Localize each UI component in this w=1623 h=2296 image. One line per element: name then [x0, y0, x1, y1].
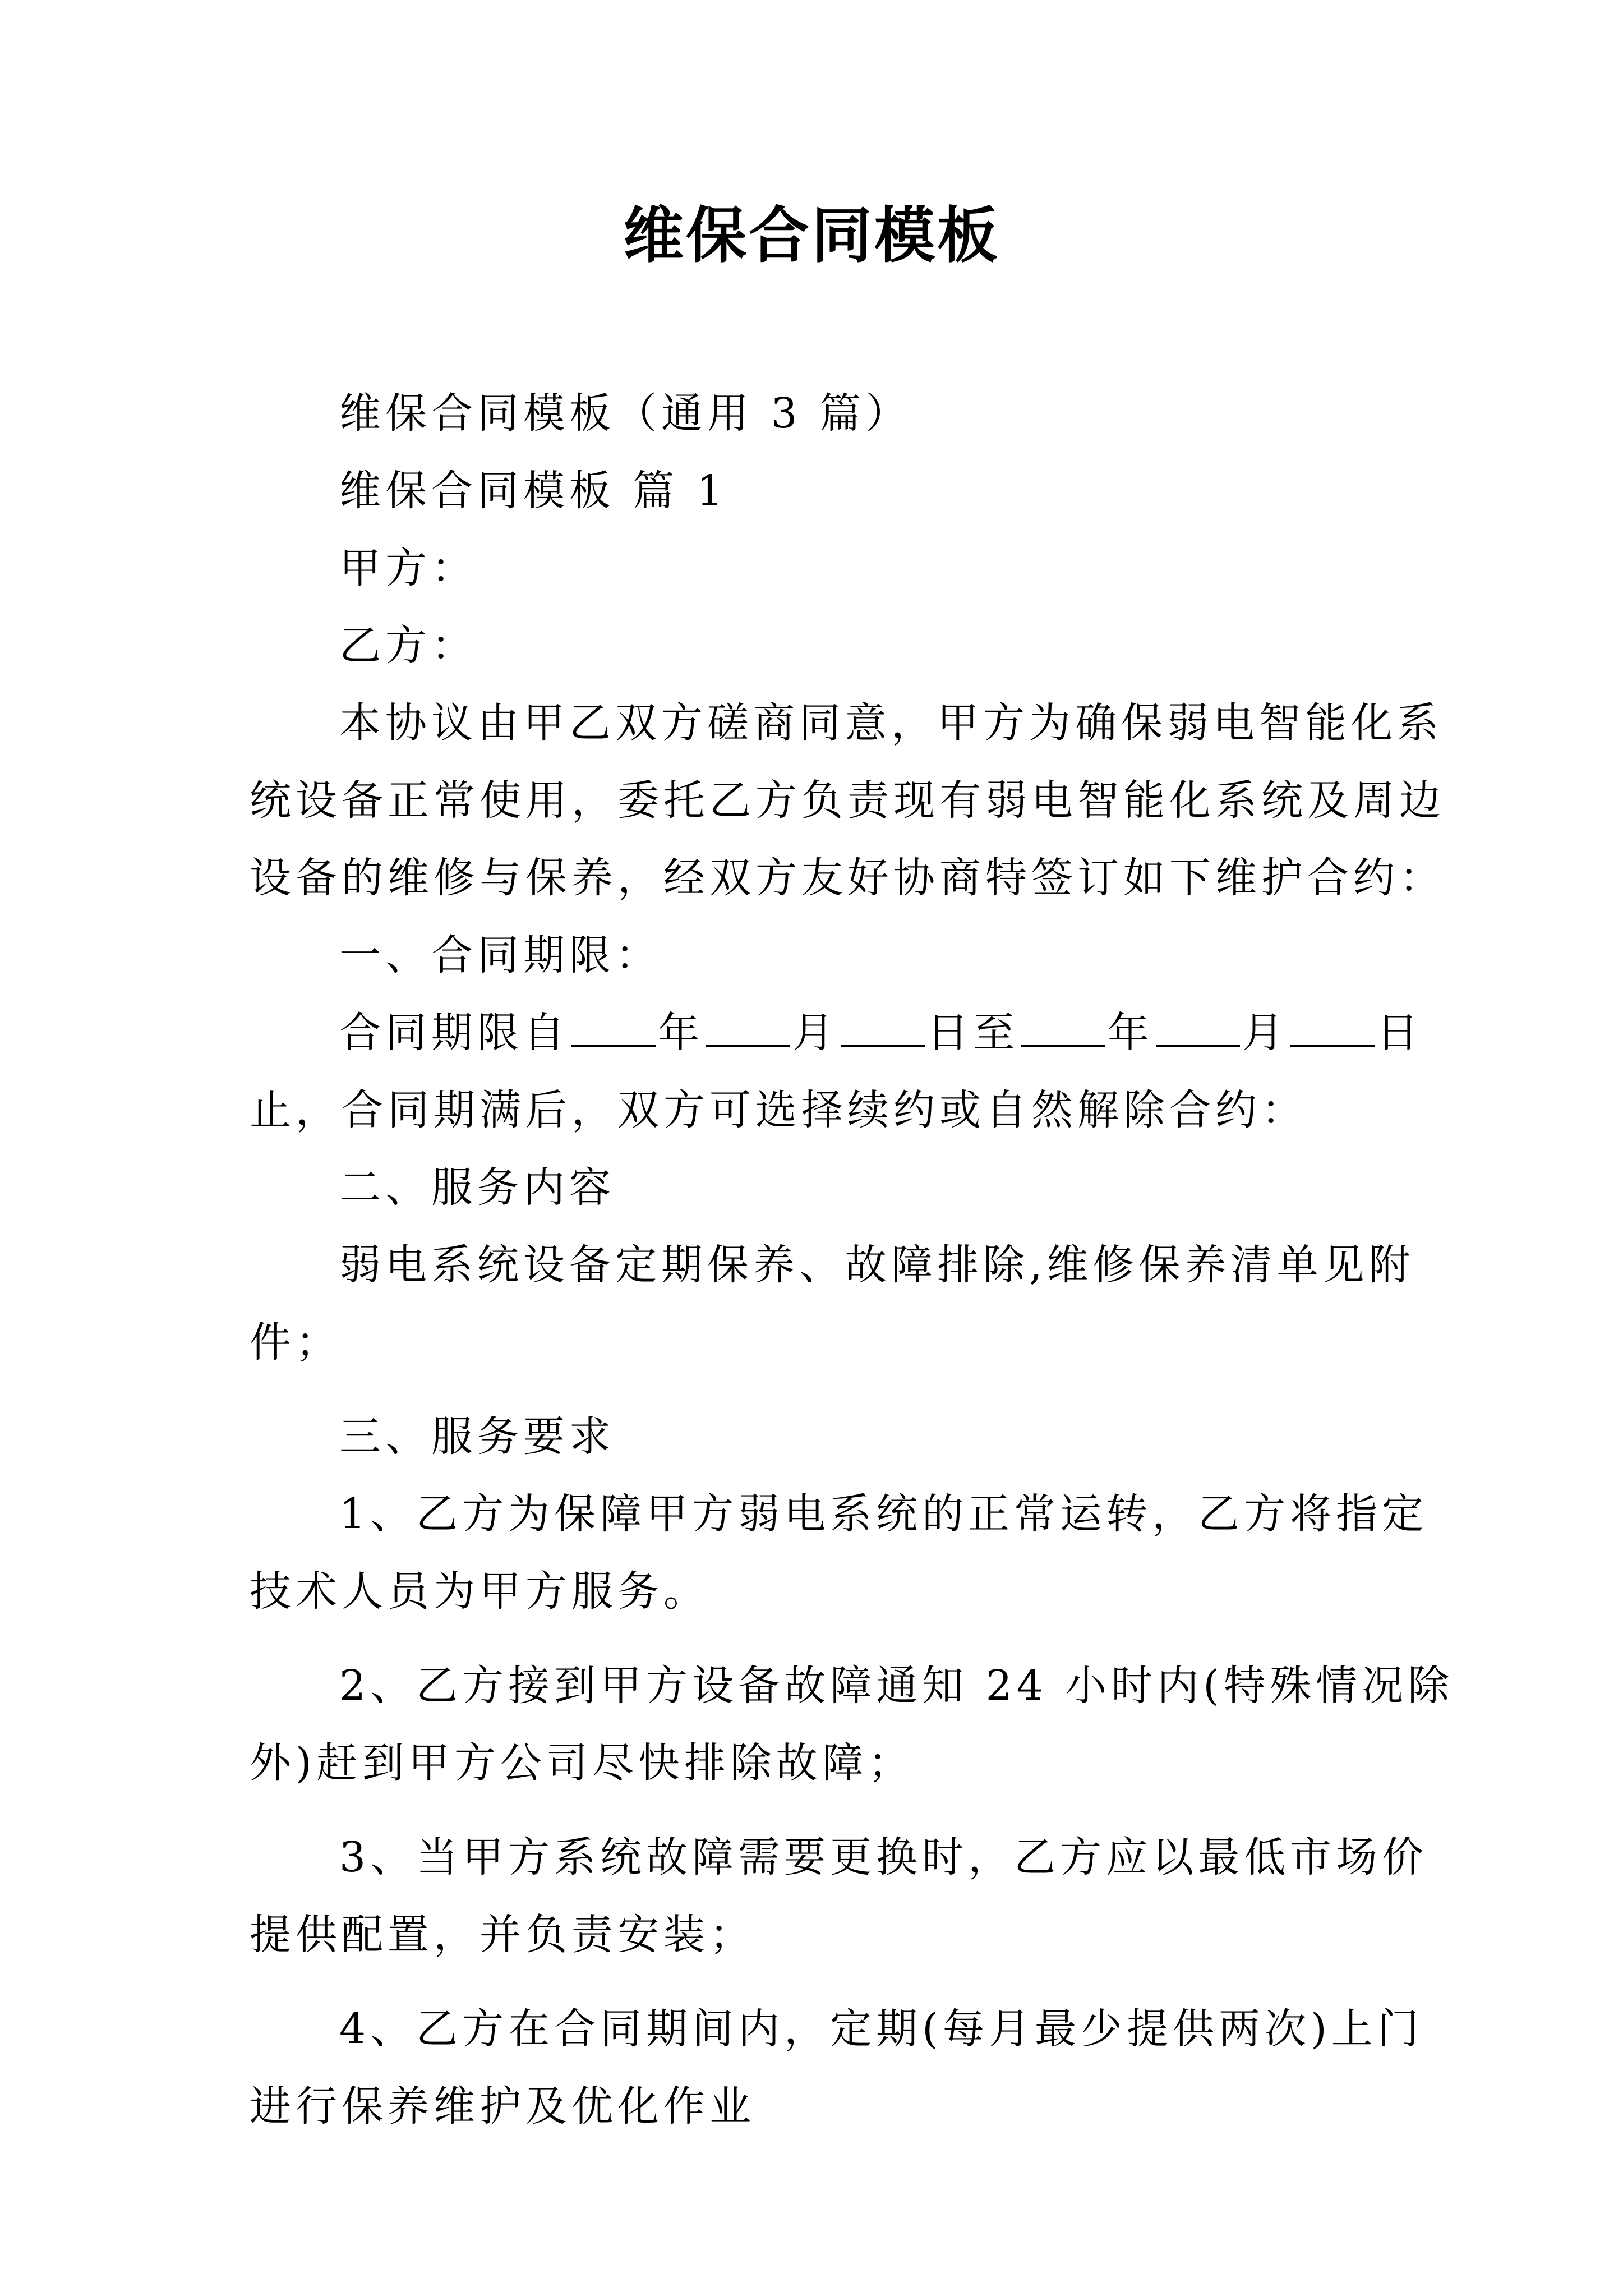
- section-heading: 维保合同模板 篇 1: [339, 467, 728, 515]
- requirement-2-line: 2、乙方接到甲方设备故障通知 24 小时内(特殊情况除: [339, 1662, 1454, 1710]
- requirement-3-line: 3、当甲方系统故障需要更换时，乙方应以最低市场价: [339, 1833, 1428, 1881]
- requirement-2-line: 外)赶到甲方公司尽快排除故障；: [250, 1739, 914, 1787]
- spacer: [250, 1381, 1382, 1398]
- blank-field: [706, 1011, 790, 1047]
- service-heading: 二、服务内容: [339, 1163, 615, 1212]
- spacer: [250, 1630, 1382, 1647]
- party-a-label: 甲方：: [339, 544, 477, 592]
- term-year-2: 年: [1108, 1009, 1154, 1057]
- service-content-line: 件；: [250, 1318, 342, 1366]
- document-title: 维保合同模板: [623, 200, 1000, 271]
- term-heading: 一、合同期限：: [339, 931, 661, 979]
- intro-line: 本协议由甲乙双方磋商同意，甲方为确保弱电智能化系: [339, 699, 1443, 747]
- subtitle: 维保合同模板（通用 3 篇）: [339, 389, 912, 438]
- requirement-4-line: 4、乙方在合同期间内，定期(每月最少提供两次)上门: [339, 2005, 1423, 2053]
- term-day-2: 日: [1377, 1009, 1423, 1057]
- blank-field: [1156, 1011, 1240, 1047]
- blank-field: [571, 1011, 656, 1047]
- requirement-1-line: 技术人员为甲方服务。: [250, 1567, 709, 1616]
- term-month-2: 月: [1242, 1009, 1288, 1057]
- term-prefix: 合同期限自: [339, 1009, 569, 1057]
- term-period-line: [250, 994, 1423, 1071]
- term-year-1: 年: [658, 1009, 704, 1057]
- intro-line: 设备的维修与保养，经双方友好协商特签订如下维护合约：: [250, 854, 1445, 902]
- requirement-3-line: 提供配置，并负责安装；: [250, 1911, 755, 1959]
- blank-field: [1021, 1011, 1105, 1047]
- term-line-2: 止，合同期满后，双方可选择续约或自然解除合约：: [250, 1086, 1307, 1134]
- requirements-heading: 三、服务要求: [339, 1412, 615, 1461]
- blank-field: [1290, 1011, 1375, 1047]
- requirement-4-line: 进行保养维护及优化作业: [250, 2082, 755, 2131]
- service-content-line: 弱电系统设备定期保养、故障排除,维修保养清单见附: [339, 1241, 1415, 1289]
- document-body: [250, 375, 1454, 2145]
- term-month-1: 月: [792, 1009, 838, 1057]
- spacer: [250, 1802, 1382, 1819]
- requirement-1-line: 1、乙方为保障甲方弱电系统的正常运转，乙方将指定: [339, 1490, 1428, 1538]
- intro-line: 统设备正常使用，委托乙方负责现有弱电智能化系统及周边: [250, 776, 1445, 825]
- blank-field: [841, 1011, 925, 1047]
- party-b-label: 乙方：: [339, 622, 477, 670]
- term-day-to: 日至: [927, 1009, 1019, 1057]
- spacer: [250, 1973, 1382, 1990]
